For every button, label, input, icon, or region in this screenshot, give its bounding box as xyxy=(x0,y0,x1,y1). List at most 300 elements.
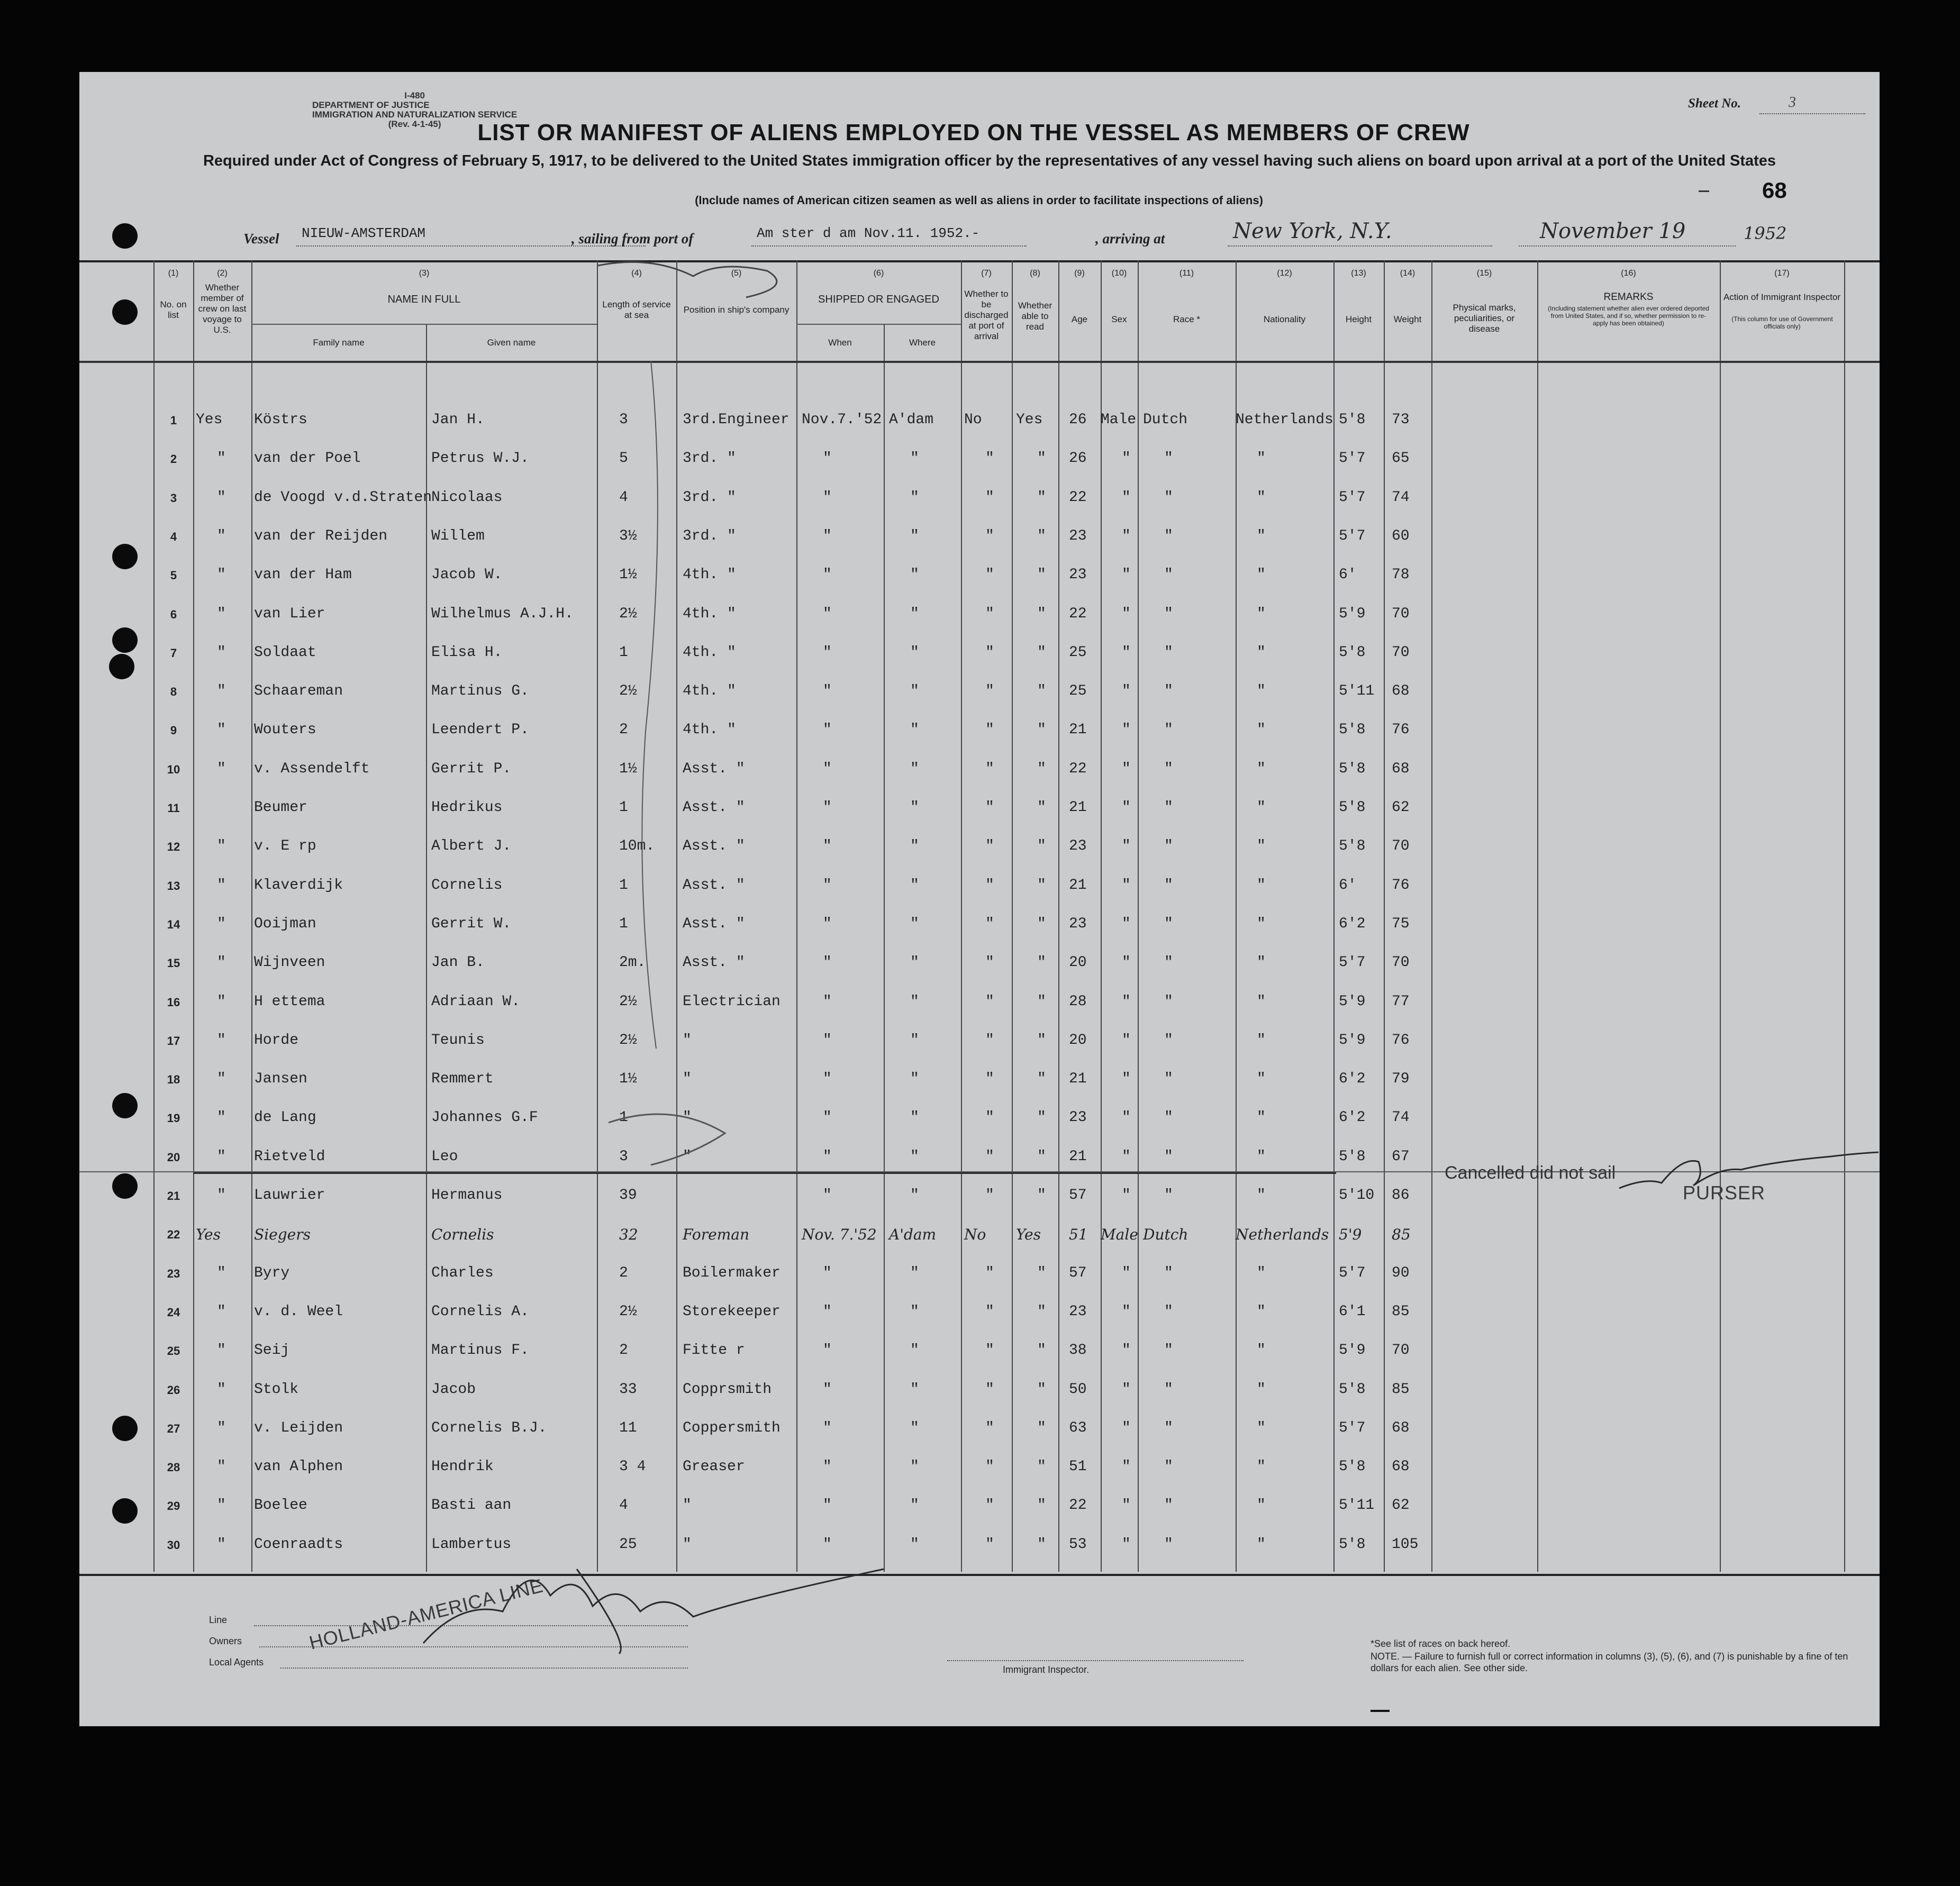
cell-family-name: Wijnveen xyxy=(254,954,325,971)
cell-able-to-read: " xyxy=(1037,1536,1046,1553)
cell-nationality: " xyxy=(1257,877,1266,894)
cell-race: " xyxy=(1164,1342,1173,1359)
arrival-date: November 19 xyxy=(1540,219,1686,243)
cell-given-name: Jacob xyxy=(431,1381,476,1398)
cell-shipped-when: " xyxy=(823,1497,832,1514)
footer-line-label: Line xyxy=(209,1615,228,1625)
row-number: 4 xyxy=(170,530,177,543)
cell-nationality: " xyxy=(1257,683,1266,700)
dash-mark xyxy=(1371,1710,1390,1712)
cell-given-name: Gerrit P. xyxy=(431,760,512,777)
cell-height: 5'7 xyxy=(1339,1419,1366,1436)
cell-shipped-where: " xyxy=(910,567,919,584)
cell-age: 51 xyxy=(1069,1226,1088,1244)
cell-height: 5'8 xyxy=(1339,644,1366,661)
cell-given-name: Nicolaas xyxy=(431,489,503,506)
cell-family-name: Byry xyxy=(254,1264,290,1281)
cell-shipped-where: " xyxy=(910,1109,919,1126)
cell-discharge: " xyxy=(985,683,994,700)
cell-shipped-when: " xyxy=(823,644,832,661)
row-number: 28 xyxy=(167,1461,180,1474)
col-number: (10) xyxy=(1111,269,1127,278)
col-header-inspector-action: Action of Immigrant Inspector xyxy=(1723,292,1841,302)
cell-given-name: Martinus F. xyxy=(431,1342,529,1359)
cell-shipped-where: " xyxy=(910,1303,919,1320)
cell-position: " xyxy=(683,1032,692,1049)
cell-weight: 85 xyxy=(1392,1303,1410,1320)
cell-race: " xyxy=(1164,1109,1173,1126)
cell-position: 3rd. " xyxy=(683,527,736,544)
cell-height: 5'9 xyxy=(1339,1032,1366,1049)
cell-given-name: Hermanus xyxy=(431,1187,503,1204)
cell-discharge: " xyxy=(985,1187,994,1204)
cell-prev-voyage: " xyxy=(217,1381,226,1398)
cell-nationality: " xyxy=(1257,1459,1266,1475)
cell-age: 50 xyxy=(1069,1381,1087,1398)
cell-weight: 85 xyxy=(1392,1226,1411,1244)
cell-height: 5'7 xyxy=(1339,450,1366,467)
col-header-name: NAME IN FULL xyxy=(387,294,461,305)
cell-shipped-when: " xyxy=(823,683,832,700)
cell-shipped-when: " xyxy=(823,489,832,506)
cell-service-length: 4 xyxy=(619,1497,628,1514)
row-number: 6 xyxy=(170,607,177,621)
col-header-family-name: Family name xyxy=(313,338,365,348)
cell-given-name: Albert J. xyxy=(431,838,512,855)
cell-prev-voyage: " xyxy=(217,993,226,1010)
cell-shipped-where: " xyxy=(910,1536,919,1553)
cell-position: Copprsmith xyxy=(683,1381,772,1398)
cell-discharge: " xyxy=(985,489,994,506)
cell-service-length: 2½ xyxy=(619,1303,637,1320)
col-header-nationality: Nationality xyxy=(1263,314,1306,324)
col-header-position: Position in ship's company xyxy=(683,305,790,315)
cell-family-name: van der Poel xyxy=(254,450,361,467)
cell-discharge: " xyxy=(985,1109,994,1126)
cell-able-to-read: Yes xyxy=(1016,1226,1041,1244)
cell-weight: 78 xyxy=(1392,567,1410,584)
cell-discharge: " xyxy=(985,1303,994,1320)
cell-family-name: de Voogd v.d.Straten xyxy=(254,489,432,506)
sheet-number-underline xyxy=(1759,113,1865,114)
cell-service-length: 2½ xyxy=(619,683,637,700)
cell-service-length: 10m. xyxy=(619,838,655,855)
col-number: (7) xyxy=(981,269,992,278)
cell-shipped-when: " xyxy=(823,799,832,816)
cell-sex: " xyxy=(1122,1497,1131,1514)
cell-age: 21 xyxy=(1069,877,1087,894)
cell-prev-voyage: " xyxy=(217,1109,226,1126)
cell-age: 25 xyxy=(1069,644,1087,661)
cell-race: " xyxy=(1164,489,1173,506)
cell-able-to-read: Yes xyxy=(1016,412,1043,428)
cell-age: 21 xyxy=(1069,722,1087,739)
cell-service-length: 3 xyxy=(619,1148,628,1165)
col-rule xyxy=(426,324,427,1572)
cell-nationality: " xyxy=(1257,450,1266,467)
cell-age: 21 xyxy=(1069,1148,1087,1165)
cell-family-name: Horde xyxy=(254,1032,299,1049)
cell-sex: " xyxy=(1122,1419,1131,1436)
cell-shipped-when: " xyxy=(823,527,832,544)
cell-shipped-when: " xyxy=(823,1536,832,1553)
col-number: (5) xyxy=(731,269,742,278)
cell-shipped-where: " xyxy=(910,722,919,739)
cell-family-name: Stolk xyxy=(254,1381,299,1398)
cell-race: " xyxy=(1164,760,1173,777)
cell-nationality: Netherlands xyxy=(1236,1226,1329,1244)
form-subtitle: Required under Act of Congress of February 5, 1917, to be delivered to the United States immigration officer by the representatives of any vessel having such aliens on board upon arrival at a port of the United States xyxy=(203,152,1776,169)
cell-service-length: 25 xyxy=(619,1536,637,1553)
cell-service-length: 32 xyxy=(619,1226,638,1244)
cell-family-name: de Lang xyxy=(254,1109,316,1126)
cell-nationality: " xyxy=(1257,1264,1266,1281)
cell-shipped-when: " xyxy=(823,954,832,971)
cell-shipped-when: " xyxy=(823,722,832,739)
cell-nationality: Netherlands xyxy=(1236,412,1333,428)
cell-race: " xyxy=(1164,450,1173,467)
cell-weight: 90 xyxy=(1392,1264,1410,1281)
cell-age: 23 xyxy=(1069,527,1087,544)
cell-age: 22 xyxy=(1069,605,1087,622)
cell-nationality: " xyxy=(1257,993,1266,1010)
cell-sex: " xyxy=(1122,644,1131,661)
cell-weight: 70 xyxy=(1392,605,1410,622)
cell-position: Boilermaker xyxy=(683,1264,781,1281)
col-header-where: Where xyxy=(909,338,936,348)
cell-shipped-where: " xyxy=(910,838,919,855)
cell-shipped-where: " xyxy=(910,1264,919,1281)
cell-height: 5'7 xyxy=(1339,1264,1366,1281)
cell-service-length: 3½ xyxy=(619,527,637,544)
cell-height: 5'11 xyxy=(1339,1497,1375,1514)
row-number: 5 xyxy=(170,569,177,582)
cell-weight: 76 xyxy=(1392,877,1410,894)
cell-discharge: " xyxy=(985,954,994,971)
cell-given-name: Teunis xyxy=(431,1032,485,1049)
cell-sex: " xyxy=(1122,527,1131,544)
cell-service-length: 33 xyxy=(619,1381,637,1398)
cell-given-name: Hendrik xyxy=(431,1459,494,1475)
row-number: 3 xyxy=(170,491,177,505)
manifest-sheet xyxy=(79,72,1880,1726)
cell-shipped-where: " xyxy=(910,1381,919,1398)
cell-age: 23 xyxy=(1069,915,1087,932)
cell-race: " xyxy=(1164,993,1173,1010)
cell-weight: 70 xyxy=(1392,838,1410,855)
cell-weight: 74 xyxy=(1392,489,1410,506)
cell-given-name: Martinus G. xyxy=(431,683,529,700)
col-header-remarks-note: (Including statement whether alien ever ordered deported from United States, and if so, whether permission to re-apply has been obtained) xyxy=(1548,305,1709,327)
col-header-physical-marks: Physical marks, peculiarities, or disease xyxy=(1453,303,1516,334)
cell-given-name: Cornelis xyxy=(431,877,503,894)
cell-race: " xyxy=(1164,644,1173,661)
col-rule xyxy=(1333,260,1335,1572)
col-number: (2) xyxy=(217,269,228,278)
cell-position: Asst. " xyxy=(683,799,745,816)
cell-age: 20 xyxy=(1069,954,1087,971)
cell-service-length: 2m. xyxy=(619,954,646,971)
cell-shipped-where: " xyxy=(910,915,919,932)
col-rule xyxy=(1720,260,1721,1572)
header-subrule xyxy=(796,324,961,325)
cell-family-name: Lauwrier xyxy=(254,1187,325,1204)
purser-stamp: PURSER xyxy=(1683,1182,1766,1204)
cell-family-name: Rietveld xyxy=(254,1148,325,1165)
cell-position: " xyxy=(683,1497,692,1514)
cell-age: 51 xyxy=(1069,1459,1087,1475)
cell-weight: 79 xyxy=(1392,1071,1410,1088)
cell-position: 4th. " xyxy=(683,683,736,700)
cell-discharge: " xyxy=(985,915,994,932)
cell-able-to-read: " xyxy=(1037,1459,1046,1475)
cell-discharge: " xyxy=(985,722,994,739)
cell-shipped-where: " xyxy=(910,1342,919,1359)
cell-able-to-read: " xyxy=(1037,489,1046,506)
cell-family-name: Beumer xyxy=(254,799,307,816)
cell-age: 28 xyxy=(1069,993,1087,1010)
cell-age: 57 xyxy=(1069,1264,1087,1281)
cell-nationality: " xyxy=(1257,1109,1266,1126)
cell-nationality: " xyxy=(1257,644,1266,661)
cell-prev-voyage: " xyxy=(217,450,226,467)
cell-discharge: " xyxy=(985,567,994,584)
cell-given-name: Jan B. xyxy=(431,954,485,971)
cell-family-name: van Alphen xyxy=(254,1459,343,1475)
cell-able-to-read: " xyxy=(1037,683,1046,700)
cell-able-to-read: " xyxy=(1037,1381,1046,1398)
col-rule xyxy=(1431,260,1432,1572)
cell-service-length: 1½ xyxy=(619,760,637,777)
cell-given-name: Leo xyxy=(431,1148,458,1165)
cell-able-to-read: " xyxy=(1037,1497,1046,1514)
cell-prev-voyage: " xyxy=(217,683,226,700)
col-number: (1) xyxy=(168,269,179,278)
cell-weight: 70 xyxy=(1392,1342,1410,1359)
cell-given-name: Cornelis xyxy=(431,1226,494,1244)
cell-family-name: Schaareman xyxy=(254,683,343,700)
cell-sex: " xyxy=(1122,1342,1131,1359)
cell-discharge: " xyxy=(985,644,994,661)
cell-given-name: Jacob W. xyxy=(431,567,503,584)
cell-service-length: 1½ xyxy=(619,567,637,584)
cell-discharge: " xyxy=(985,527,994,544)
document-number: 68 xyxy=(1762,178,1787,203)
col-header-discharge: Whether to be discharged at port of arrival xyxy=(964,289,1009,341)
col-rule xyxy=(884,324,885,1572)
col-number: (4) xyxy=(631,269,642,278)
row-number: 23 xyxy=(167,1267,180,1280)
cell-weight: 86 xyxy=(1392,1187,1410,1204)
cell-discharge: " xyxy=(985,1497,994,1514)
vessel-label: Vessel xyxy=(243,231,279,247)
cell-position: 4th. " xyxy=(683,567,736,584)
cell-given-name: Wilhelmus A.J.H. xyxy=(431,605,574,622)
cell-given-name: Basti aan xyxy=(431,1497,512,1514)
col-number: (15) xyxy=(1476,269,1492,278)
cell-given-name: Cornelis A. xyxy=(431,1303,529,1320)
cell-age: 21 xyxy=(1069,799,1087,816)
cell-given-name: Willem xyxy=(431,527,485,544)
owner-signature xyxy=(418,1537,894,1659)
cell-height: 5'8 xyxy=(1339,1148,1366,1165)
cell-discharge: " xyxy=(985,993,994,1010)
cell-service-length: 2½ xyxy=(619,605,637,622)
cell-prev-voyage: " xyxy=(217,644,226,661)
cell-position: Asst. " xyxy=(683,760,745,777)
row-number: 19 xyxy=(167,1111,180,1125)
cell-sex: " xyxy=(1122,760,1131,777)
cell-family-name: Klaverdijk xyxy=(254,877,343,894)
cell-family-name: Wouters xyxy=(254,722,316,739)
cell-sex: " xyxy=(1122,1071,1131,1088)
cell-race: Dutch xyxy=(1143,1226,1188,1244)
cell-age: 23 xyxy=(1069,1303,1087,1320)
penalty-note: NOTE. — Failure to furnish full or correct information in columns (3), (5), (6), and (7) is punishable by a fine of ten dollars for each alien. See other side. xyxy=(1371,1651,1848,1673)
cell-service-length: 4 xyxy=(619,489,628,506)
cell-nationality: " xyxy=(1257,527,1266,544)
row-number: 11 xyxy=(167,801,180,815)
cell-service-length: 2½ xyxy=(619,1032,637,1049)
cell-height: 5'10 xyxy=(1339,1187,1375,1204)
row-number: 17 xyxy=(167,1034,180,1047)
col-rule xyxy=(1384,260,1385,1572)
cell-prev-voyage: " xyxy=(217,1264,226,1281)
cell-able-to-read: " xyxy=(1037,450,1046,467)
cell-shipped-where: " xyxy=(910,799,919,816)
cell-prev-voyage: " xyxy=(217,1536,226,1553)
row-number: 8 xyxy=(170,685,177,699)
col-number: (8) xyxy=(1030,269,1040,278)
cell-weight: 68 xyxy=(1392,1419,1410,1436)
arriving-value: New York, N.Y. xyxy=(1233,219,1392,243)
cell-height: 5'7 xyxy=(1339,489,1366,506)
cell-sex: " xyxy=(1122,1148,1131,1165)
row-number: 14 xyxy=(167,917,180,931)
vessel-name: NIEUW-AMSTERDAM xyxy=(302,225,426,241)
cell-service-length: 1 xyxy=(619,877,628,894)
cell-height: 5'8 xyxy=(1339,1381,1366,1398)
cell-race: " xyxy=(1164,1032,1173,1049)
col-rule xyxy=(1012,260,1013,1572)
cell-prev-voyage: " xyxy=(217,877,226,894)
cell-able-to-read: " xyxy=(1037,915,1046,932)
cell-able-to-read: " xyxy=(1037,1187,1046,1204)
cell-weight: 68 xyxy=(1392,683,1410,700)
cell-prev-voyage: " xyxy=(217,1187,226,1204)
cell-shipped-where: " xyxy=(910,1459,919,1475)
cell-age: 38 xyxy=(1069,1342,1087,1359)
cell-height: 5'7 xyxy=(1339,527,1366,544)
cell-discharge: " xyxy=(985,1536,994,1553)
cell-sex: " xyxy=(1122,877,1131,894)
cell-race: " xyxy=(1164,877,1173,894)
cell-service-length: 3 xyxy=(619,412,628,428)
cell-able-to-read: " xyxy=(1037,877,1046,894)
holland-america-stamp: HOLLAND-AMERICA LINE xyxy=(307,1574,546,1654)
cell-prev-voyage: " xyxy=(217,1342,226,1359)
cell-given-name: Petrus W.J. xyxy=(431,450,529,467)
cell-weight: 68 xyxy=(1392,1459,1410,1475)
cell-weight: 65 xyxy=(1392,450,1410,467)
cell-nationality: " xyxy=(1257,760,1266,777)
cell-prev-voyage: " xyxy=(217,838,226,855)
cell-prev-voyage: Yes xyxy=(196,1226,221,1244)
cell-age: 22 xyxy=(1069,1497,1087,1514)
cell-nationality: " xyxy=(1257,722,1266,739)
row-number: 18 xyxy=(167,1073,180,1087)
cell-nationality: " xyxy=(1257,567,1266,584)
cell-service-length: 2½ xyxy=(619,993,637,1010)
form-number: I-480 xyxy=(404,90,425,101)
cell-sex: " xyxy=(1122,450,1131,467)
cell-discharge: " xyxy=(985,605,994,622)
cell-shipped-where: A'dam xyxy=(889,1226,937,1244)
footer-agents-underline xyxy=(280,1668,688,1669)
arrival-date-underline xyxy=(1519,245,1736,247)
cell-nationality: " xyxy=(1257,1187,1266,1204)
cell-able-to-read: " xyxy=(1037,722,1046,739)
cell-shipped-when: " xyxy=(823,1109,832,1126)
cell-able-to-read: " xyxy=(1037,605,1046,622)
row-number: 26 xyxy=(167,1383,180,1397)
cell-shipped-where: " xyxy=(910,605,919,622)
cell-shipped-where: " xyxy=(910,993,919,1010)
cell-able-to-read: " xyxy=(1037,1109,1046,1126)
cell-nationality: " xyxy=(1257,1303,1266,1320)
cell-shipped-when: " xyxy=(823,838,832,855)
cell-prev-voyage: " xyxy=(217,760,226,777)
cell-discharge: " xyxy=(985,838,994,855)
cell-able-to-read: " xyxy=(1037,1419,1046,1436)
cell-sex: " xyxy=(1122,567,1131,584)
cell-race: " xyxy=(1164,1459,1173,1475)
arriving-underline xyxy=(1228,245,1492,247)
col-number: (16) xyxy=(1621,269,1636,278)
cell-weight: 76 xyxy=(1392,1032,1410,1049)
cell-sex: " xyxy=(1122,1459,1131,1475)
cell-nationality: " xyxy=(1257,489,1266,506)
cell-prev-voyage: " xyxy=(217,567,226,584)
col-rule xyxy=(1844,260,1845,1572)
row-number: 22 xyxy=(167,1228,180,1242)
cell-height: 5'8 xyxy=(1339,760,1366,777)
cell-able-to-read: " xyxy=(1037,1303,1046,1320)
cell-shipped-where: " xyxy=(910,1187,919,1204)
cell-shipped-when: " xyxy=(823,567,832,584)
cell-service-length: 2 xyxy=(619,1264,628,1281)
cell-height: 6'2 xyxy=(1339,915,1366,932)
cell-nationality: " xyxy=(1257,605,1266,622)
col-rule xyxy=(251,260,252,1572)
col-number: (9) xyxy=(1074,269,1085,278)
cell-sex: " xyxy=(1122,1536,1131,1553)
cell-discharge: No xyxy=(964,1226,986,1244)
cell-age: 53 xyxy=(1069,1536,1087,1553)
cell-discharge: " xyxy=(985,1264,994,1281)
cell-shipped-when: " xyxy=(823,1264,832,1281)
cell-prev-voyage: " xyxy=(217,1419,226,1436)
cell-family-name: Jansen xyxy=(254,1071,307,1088)
cell-weight: 67 xyxy=(1392,1148,1410,1165)
cell-shipped-when: " xyxy=(823,760,832,777)
row-number: 1 xyxy=(170,414,177,427)
col-rule xyxy=(1101,260,1102,1572)
form-subnote: (Include names of American citizen seamen as well as aliens in order to facilitate inspections of aliens) xyxy=(695,194,1263,207)
cell-shipped-where: " xyxy=(910,450,919,467)
cell-sex: " xyxy=(1122,1303,1131,1320)
cell-prev-voyage: " xyxy=(217,915,226,932)
